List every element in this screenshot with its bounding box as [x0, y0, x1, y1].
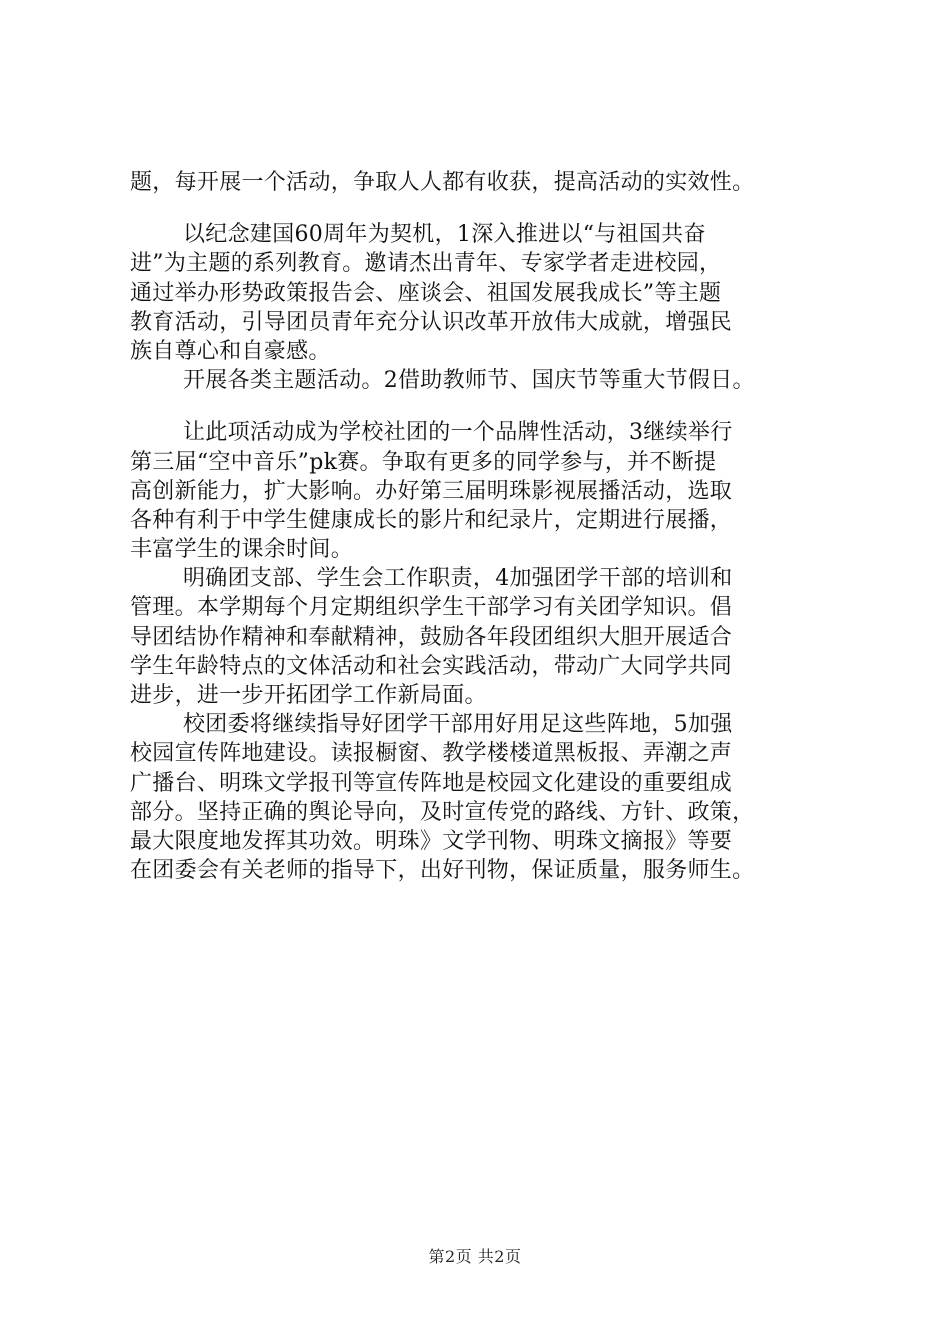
page-number-footer: 第2页 共2页	[428, 1247, 522, 1266]
text-line: 通过举办形势政策报告会、座谈会、祖国发展我成长”等主题	[130, 280, 722, 306]
text-line: 校园宣传阵地建设。读报橱窗、教学楼楼道黑板报、弄潮之声	[130, 741, 733, 767]
text-line: 各种有利于中学生健康成长的影片和纪录片，定期进行展播，	[130, 507, 733, 533]
text-line: 教育活动，引导团员青年充分认识改革开放伟大成就，增强民	[130, 309, 733, 335]
document-body	[130, 168, 830, 885]
text-line: 在团委会有关老师的指导下，出好刊物，保证质量，服务师生。	[130, 858, 755, 884]
text-line: 让此项活动成为学校社团的一个品牌性活动，3继续举行	[183, 420, 733, 446]
text-line: 导团结协作精神和奉献精神，鼓励各年段团组织大胆开展适合	[130, 624, 733, 650]
text-line: 高创新能力，扩大影响。办好第三届明珠影视展播活动，选取	[130, 478, 733, 504]
text-line: 校团委将继续指导好团学干部用好用足这些阵地，5加强	[183, 712, 733, 738]
text-line: 第三届“空中音乐”pk赛。争取有更多的同学参与，并不断提	[130, 449, 717, 475]
text-line: 管理。本学期每个月定期组织学生干部学习有关团学知识。倡	[130, 595, 733, 621]
text-line: 开展各类主题活动。2借助教师节、国庆节等重大节假日。	[183, 368, 755, 394]
text-line: 明确团支部、学生会工作职责，4加强团学干部的培训和	[183, 566, 733, 592]
text-line: 学生年龄特点的文体活动和社会实践活动，带动广大同学共同	[130, 653, 733, 679]
text-line: 广播台、明珠文学报刊等宣传阵地是校园文化建设的重要组成	[130, 770, 733, 796]
text-line: 族自尊心和自豪感。	[130, 338, 331, 364]
text-line: 以纪念建国60周年为契机，1深入推进以“与祖国共奋	[183, 222, 706, 248]
text-line: 部分。坚持正确的舆论导向，及时宣传党的路线、方针、政策，	[130, 799, 755, 825]
text-line: 进步，进一步开拓团学工作新局面。	[130, 683, 487, 708]
text-line: 进”为主题的系列教育。邀请杰出青年、专家学者走进校园，	[130, 251, 722, 277]
text-line: 最大限度地发挥其功效。明珠》文学刊物、明珠文摘报》等要	[130, 828, 733, 854]
text-line: 丰富学生的课余时间。	[130, 537, 354, 563]
text-line: 题，每开展一个活动，争取人人都有收获，提高活动的实效性。	[130, 170, 755, 195]
